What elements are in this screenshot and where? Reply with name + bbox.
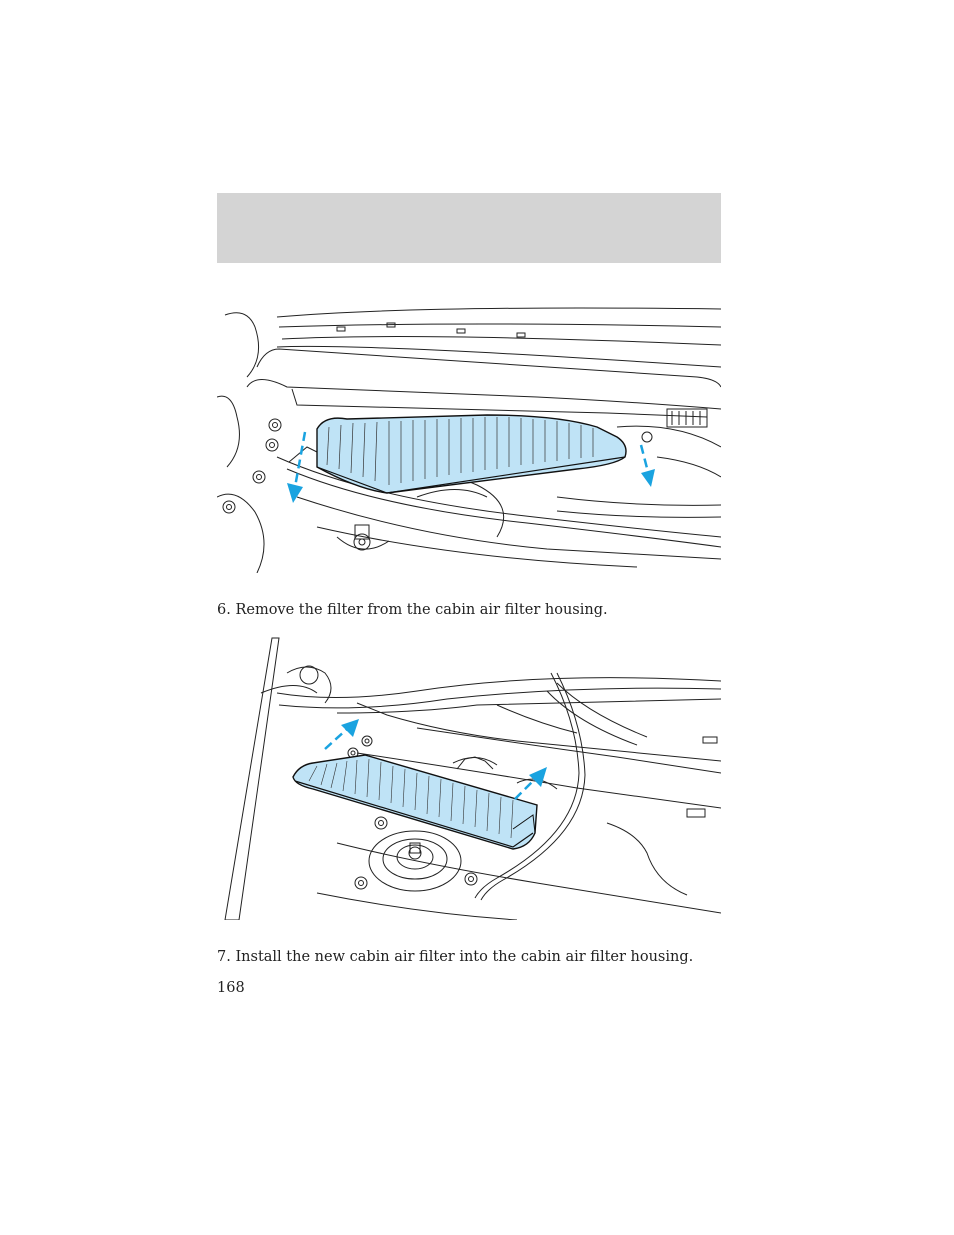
section-header-bar	[217, 193, 721, 263]
page-number: 168	[217, 980, 245, 996]
filter-removal-illustration	[217, 297, 721, 573]
filter-installation-illustration	[217, 633, 721, 920]
step-6-caption: 6. Remove the filter from the cabin air filter housing.	[217, 601, 608, 618]
step-7-caption: 7. Install the new cabin air filter into the cabin air filter housing.	[217, 948, 694, 965]
